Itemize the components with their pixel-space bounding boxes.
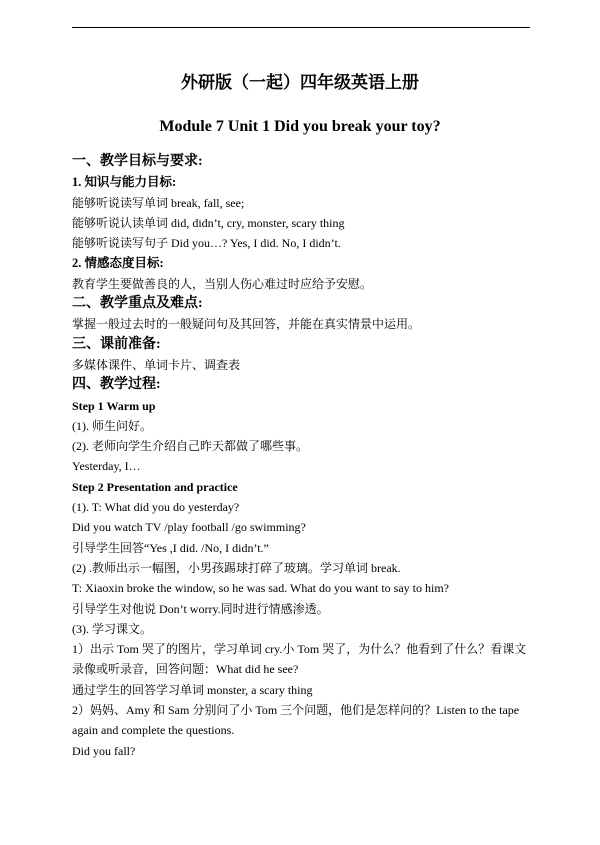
document-body [72, 152, 532, 761]
body-line: (1). 师生问好。 [72, 418, 152, 433]
body-paragraph: 2）妈妈、Amy 和 Sam 分别问了小 Tom 三个问题，他们是怎样问的？Listen to the tape again and complete the questions. [72, 703, 520, 738]
section-heading: 一、教学目标与要求: [72, 154, 203, 169]
header-rule [72, 27, 530, 28]
body-line: 教育学生要做善良的人，当别人伤心难过时应给予安慰。 [72, 276, 373, 291]
body-paragraph: 1）出示 Tom 哭了的图片，学习单词 cry.小 Tom 哭了，为什么？他看到了什么？看课文录像或听录音，回答问题：What did he see? [72, 642, 527, 677]
step-heading: Step 1 Warm up [72, 398, 156, 413]
body-line: 掌握一般过去时的一般疑问句及其回答，并能在真实情景中运用。 [72, 317, 421, 332]
section-heading: 四、教学过程: [72, 377, 161, 393]
subsection-heading: 1. 知识与能力目标: [72, 175, 177, 190]
section-heading: 二、教学重点及难点: [72, 296, 203, 312]
body-line: (2). 老师向学生介绍自己昨天都做了哪些事。 [72, 439, 308, 454]
body-line: Did you fall? [72, 743, 136, 758]
subsection-heading: 2. 情感态度目标: [72, 256, 164, 271]
body-line: 引导学生回答“Yes ,I did. /No, I didn’t.” [72, 540, 269, 555]
step-heading: Step 2 Presentation and practice [72, 479, 238, 494]
body-line: T: Xiaoxin broke the window, so he was sad. What do you want to say to him? [72, 581, 450, 596]
document-title: 外研版（一起）四年级英语上册 [181, 73, 419, 92]
body-line: (2) .教师出示一幅图，小男孩踢球打碎了玻璃。学习单词 break. [72, 560, 401, 575]
body-line: 能够听说认读单词 did, didn’t, cry, monster, scary thing [72, 215, 345, 230]
body-line: Did you watch TV /play football /go swimming? [72, 520, 306, 535]
body-line: 引导学生对他说 Don’t worry.同时进行情感渗透。 [72, 601, 329, 616]
body-line: Yesterday, I… [72, 459, 141, 474]
body-line: (1). T: What did you do yesterday? [72, 500, 240, 515]
body-line: 能够听说读写单词 break, fall, see; [72, 195, 245, 210]
body-line: (3). 学习课文。 [72, 621, 152, 636]
body-line: 通过学生的回答学习单词 monster, a scary thing [72, 682, 313, 697]
body-line: 能够听说读写句子 Did you…? Yes, I did. No, I didn’t. [72, 236, 341, 251]
document-subtitle: Module 7 Unit 1 Did you break your toy? [159, 118, 441, 135]
body-line: 多媒体课件、单词卡片、调查表 [72, 357, 241, 372]
section-heading: 三、课前准备: [72, 336, 161, 352]
